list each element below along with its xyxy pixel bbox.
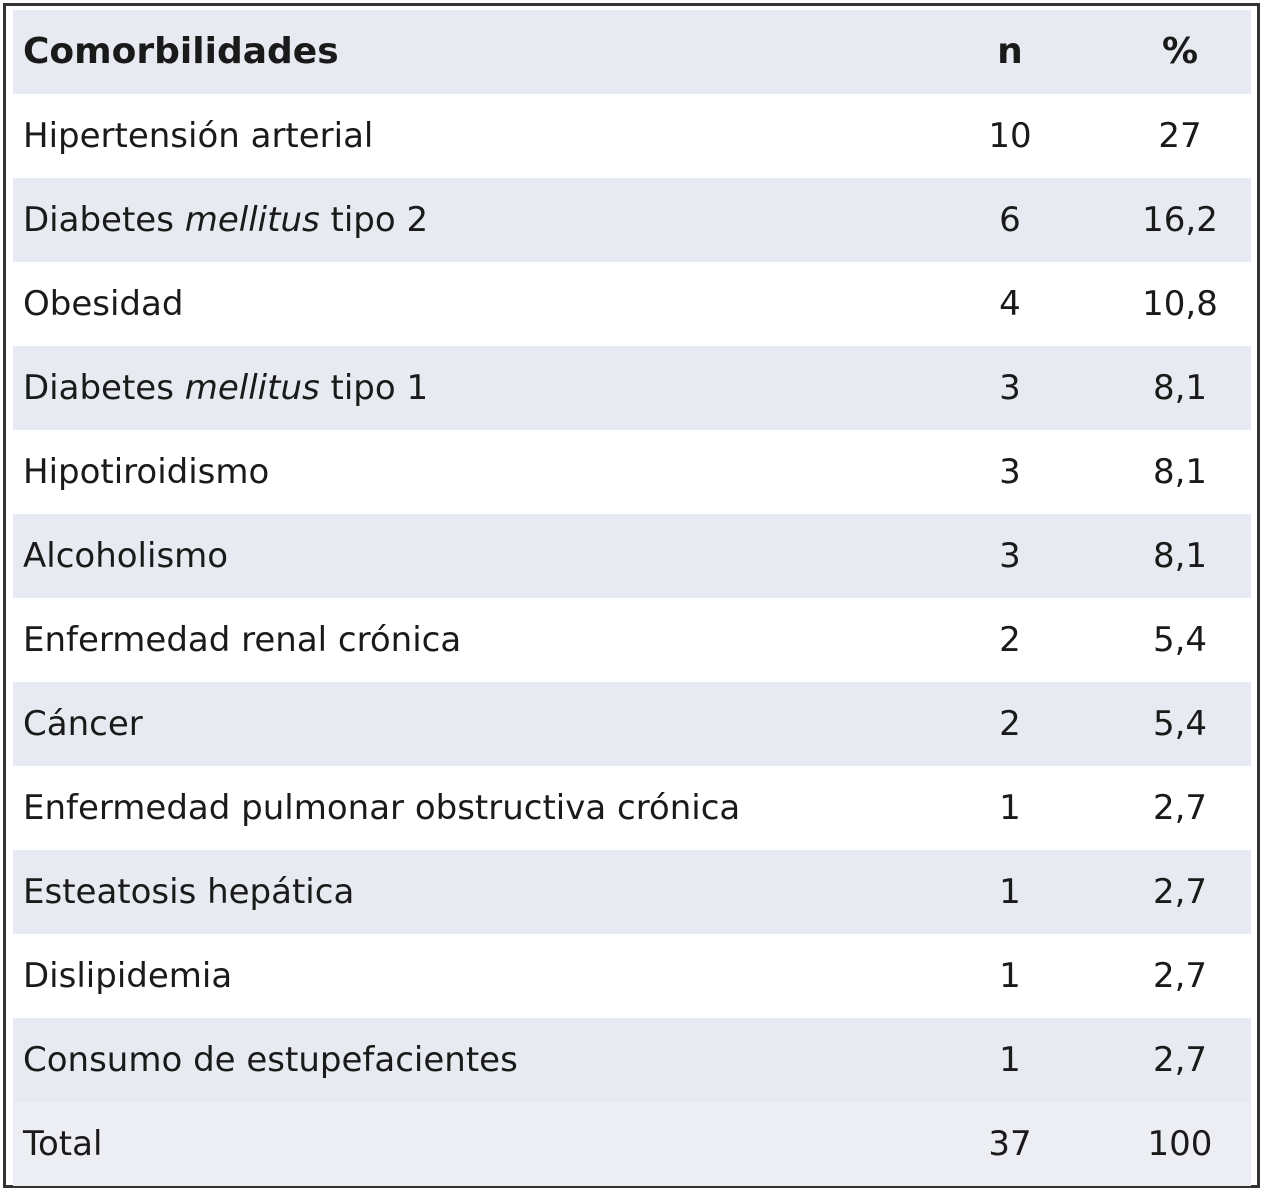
row-label: Diabetes mellitus tipo 1 [23,368,429,408]
total-label: Total [23,1124,103,1164]
row-label: Hipotiroidismo [23,452,270,492]
row-n: 6 [999,200,1021,240]
row-label: Enfermedad renal crónica [23,620,462,660]
row-pct: 10,8 [1142,284,1218,324]
table-row [13,766,1251,850]
total-pct: 100 [1147,1124,1213,1164]
table-row [13,1018,1251,1102]
row-n: 1 [999,788,1021,828]
row-pct: 5,4 [1152,620,1208,660]
row-pct: 16,2 [1142,200,1218,240]
table-row [13,94,1251,178]
row-label: Alcoholismo [23,536,229,576]
row-n: 1 [999,872,1021,912]
row-label: Enfermedad pulmonar obstructiva crónica [23,788,741,828]
row-n: 1 [999,1040,1021,1080]
row-label: Dislipidemia [23,956,233,996]
row-label: Esteatosis hepática [23,872,355,912]
header-label: Comorbilidades [23,31,339,72]
row-pct: 8,1 [1152,536,1208,576]
header-pct: % [1161,31,1199,72]
row-label: Hipertensión arterial [23,116,374,156]
row-pct: 2,7 [1152,1040,1208,1080]
row-label: Diabetes mellitus tipo 2 [23,200,429,240]
table-row [13,346,1251,430]
row-n: 1 [999,956,1021,996]
row-pct: 2,7 [1152,788,1208,828]
row-n: 4 [999,284,1021,324]
row-pct: 5,4 [1152,704,1208,744]
row-n: 2 [999,620,1021,660]
table-header-row [13,10,1251,94]
row-pct: 2,7 [1152,872,1208,912]
table-total-row [13,1102,1251,1186]
row-n: 3 [999,536,1021,576]
table-row [13,682,1251,766]
total-n: 37 [988,1124,1032,1164]
row-n: 10 [988,116,1032,156]
table-row [13,262,1251,346]
row-label: Cáncer [23,704,143,744]
row-n: 2 [999,704,1021,744]
row-n: 3 [999,368,1021,408]
row-label: Consumo de estupefacientes [23,1040,518,1080]
row-pct: 27 [1158,116,1202,156]
row-n: 3 [999,452,1021,492]
row-label: Obesidad [23,284,184,324]
table-row [13,850,1251,934]
row-pct: 8,1 [1152,452,1208,492]
table-row [13,934,1251,1018]
table-row [13,514,1251,598]
table-row [13,598,1251,682]
table-row [13,178,1251,262]
table-row [13,430,1251,514]
row-pct: 2,7 [1152,956,1208,996]
header-n: n [997,31,1023,72]
row-pct: 8,1 [1152,368,1208,408]
comorbidities-table [3,3,1260,1188]
